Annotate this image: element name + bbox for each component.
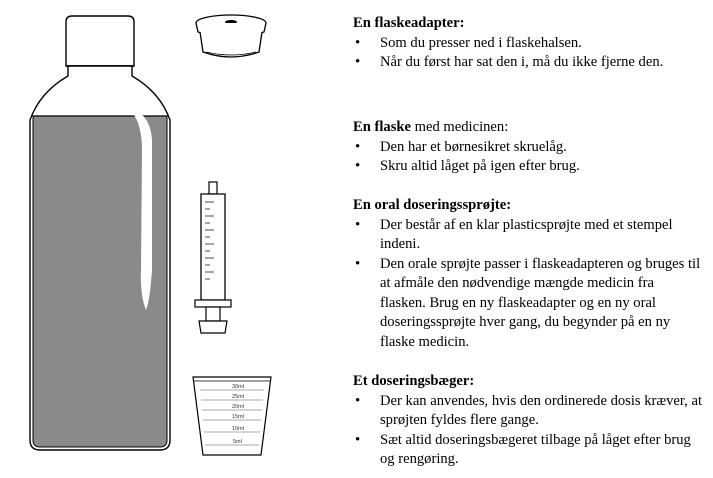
bullet-list (353, 392, 703, 470)
list-item: • Den orale sprøjte passer i flaskeadapteren og bruges til at afmåle den nødvendige mængde medicin fra flasken. Brug en ny flaskeadapter og en ny oral doseringssprøjte hver gang, du begynder på en ny flaske medicin. (353, 255, 703, 353)
section-oral-syringe (353, 196, 703, 352)
cup-mark-15: 15ml (232, 414, 244, 420)
list-item: • Der kan anvendes, hvis den ordinerede dosis kræver, at sprøjten fyldes flere gange. (353, 392, 703, 431)
dosing-cup-image (193, 377, 271, 455)
section-heading: En flaskeadapter: (353, 15, 465, 31)
cup-mark-25: 25ml (232, 394, 244, 400)
list-item: • Der består af en klar plasticsprøjte med et stempel indeni. (353, 216, 703, 255)
list-item: • Sæt altid doseringsbægeret tilbage på låget efter brug og rengøring. (353, 431, 703, 470)
list-item: • Skru altid låget på igen efter brug. (353, 157, 580, 177)
cup-mark-5: 5ml (233, 439, 242, 445)
bottle-adapter-image (196, 15, 266, 57)
section-bottle (353, 118, 580, 177)
cup-mark-20: 20ml (232, 404, 244, 410)
list-item: • Som du presser ned i flaskehalsen. (353, 34, 663, 54)
cup-mark-30: 30ml (232, 384, 244, 390)
list-item: • Den har et børnesikret skruelåg. (353, 138, 580, 158)
section-dosing-cup (353, 372, 703, 470)
bullet-list (353, 216, 703, 353)
list-item: • Når du først har sat den i, må du ikke fjerne den. (353, 53, 663, 73)
section-heading: En flaske med medicinen: (353, 119, 509, 135)
bullet-list (353, 138, 580, 177)
illustrations (0, 0, 345, 478)
oral-syringe-image (195, 182, 231, 333)
medicine-bottle-image (30, 16, 170, 450)
cup-mark-10: 10ml (232, 426, 244, 432)
section-heading: En oral doseringssprøjte: (353, 197, 512, 213)
section-heading: Et doseringsbæger: (353, 373, 475, 389)
bullet-list (353, 34, 663, 73)
section-bottle-adapter (353, 14, 663, 73)
